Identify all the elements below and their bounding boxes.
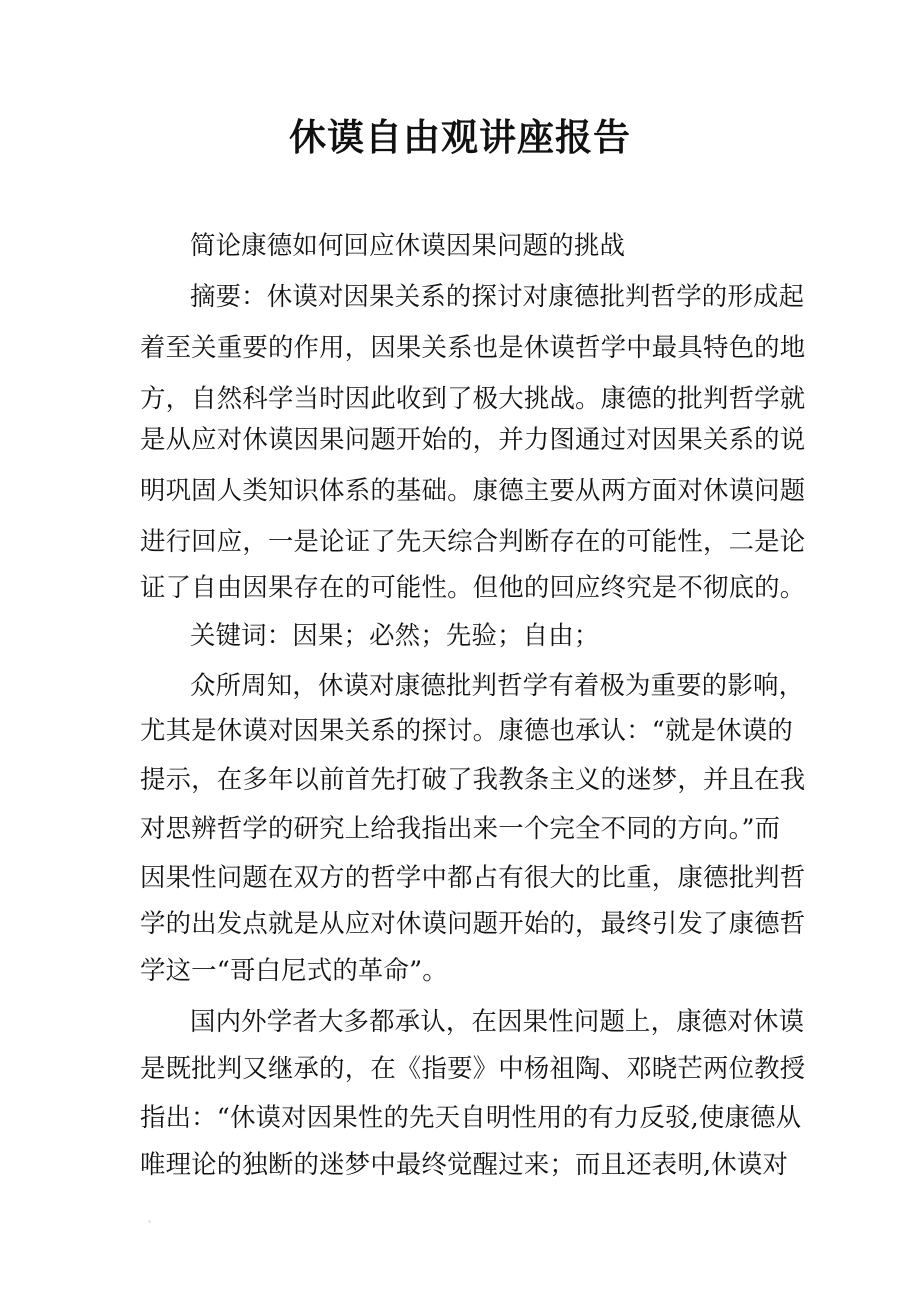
abstract-line-4: 是从应对休谟因果问题开始的，并力图通过对因果关系的说 — [140, 424, 806, 454]
abstract-line-2: 着至关重要的作用，因果关系也是休谟哲学中最具特色的地 — [140, 332, 806, 362]
paragraph-2-line-3: 指出：“休谟对因果性的先天自明性用的有力反驳,使康德从 — [140, 1102, 802, 1132]
scan-speck — [148, 1220, 151, 1223]
paragraph-1-line-5: 因果性问题在双方的哲学中都占有很大的比重，康德批判哲 — [140, 862, 806, 892]
paragraph-2-line-4: 唯理论的独断的迷梦中最终觉醒过来；而且还表明,休谟对 — [140, 1149, 789, 1179]
paragraph-1-line-4: 对思辨哲学的研究上给我指出来一个完全不同的方向。”而 — [140, 813, 781, 843]
abstract-line-6: 进行回应，一是论证了先天综合判断存在的可能性，二是论 — [140, 526, 806, 556]
paragraph-1-line-2: 尤其是休谟对因果关系的探讨。康德也承认：“就是休谟的 — [140, 715, 793, 745]
paragraph-1-line-6: 学的出发点就是从应对休谟问题开始的，最终引发了康德哲 — [140, 908, 806, 938]
paragraph-1-line-3: 提示，在多年以前首先打破了我教条主义的迷梦，并且在我 — [140, 764, 806, 794]
abstract-line-3: 方，自然科学当时因此收到了极大挑战。康德的批判哲学就 — [140, 383, 806, 413]
abstract-line-5: 明巩固人类知识体系的基础。康德主要从两方面对休谟问题 — [140, 475, 806, 505]
subtitle-line: 简论康德如何回应休谟因果问题的挑战 — [190, 230, 626, 260]
keywords-line: 关键词：因果；必然；先验；自由； — [190, 620, 600, 650]
paragraph-1-line-7: 学这一“哥白尼式的革命”。 — [140, 955, 448, 985]
paragraph-1-line-1: 众所周知，休谟对康德批判哲学有着极为重要的影响， — [190, 670, 805, 700]
paragraph-2-line-1: 国内外学者大多都承认，在因果性问题上，康德对休谟 — [190, 1006, 805, 1036]
abstract-line-1: 摘要：休谟对因果关系的探讨对康德批判哲学的形成起 — [190, 281, 805, 311]
paragraph-2-line-2: 是既批判又继承的，在《指要》中杨祖陶、邓晓芒两位教授 — [140, 1053, 806, 1083]
abstract-line-7: 证了自由因果存在的可能性。但他的回应终究是不彻底的。 — [140, 572, 806, 602]
document-title: 休谟自由观讲座报告 — [289, 116, 631, 159]
